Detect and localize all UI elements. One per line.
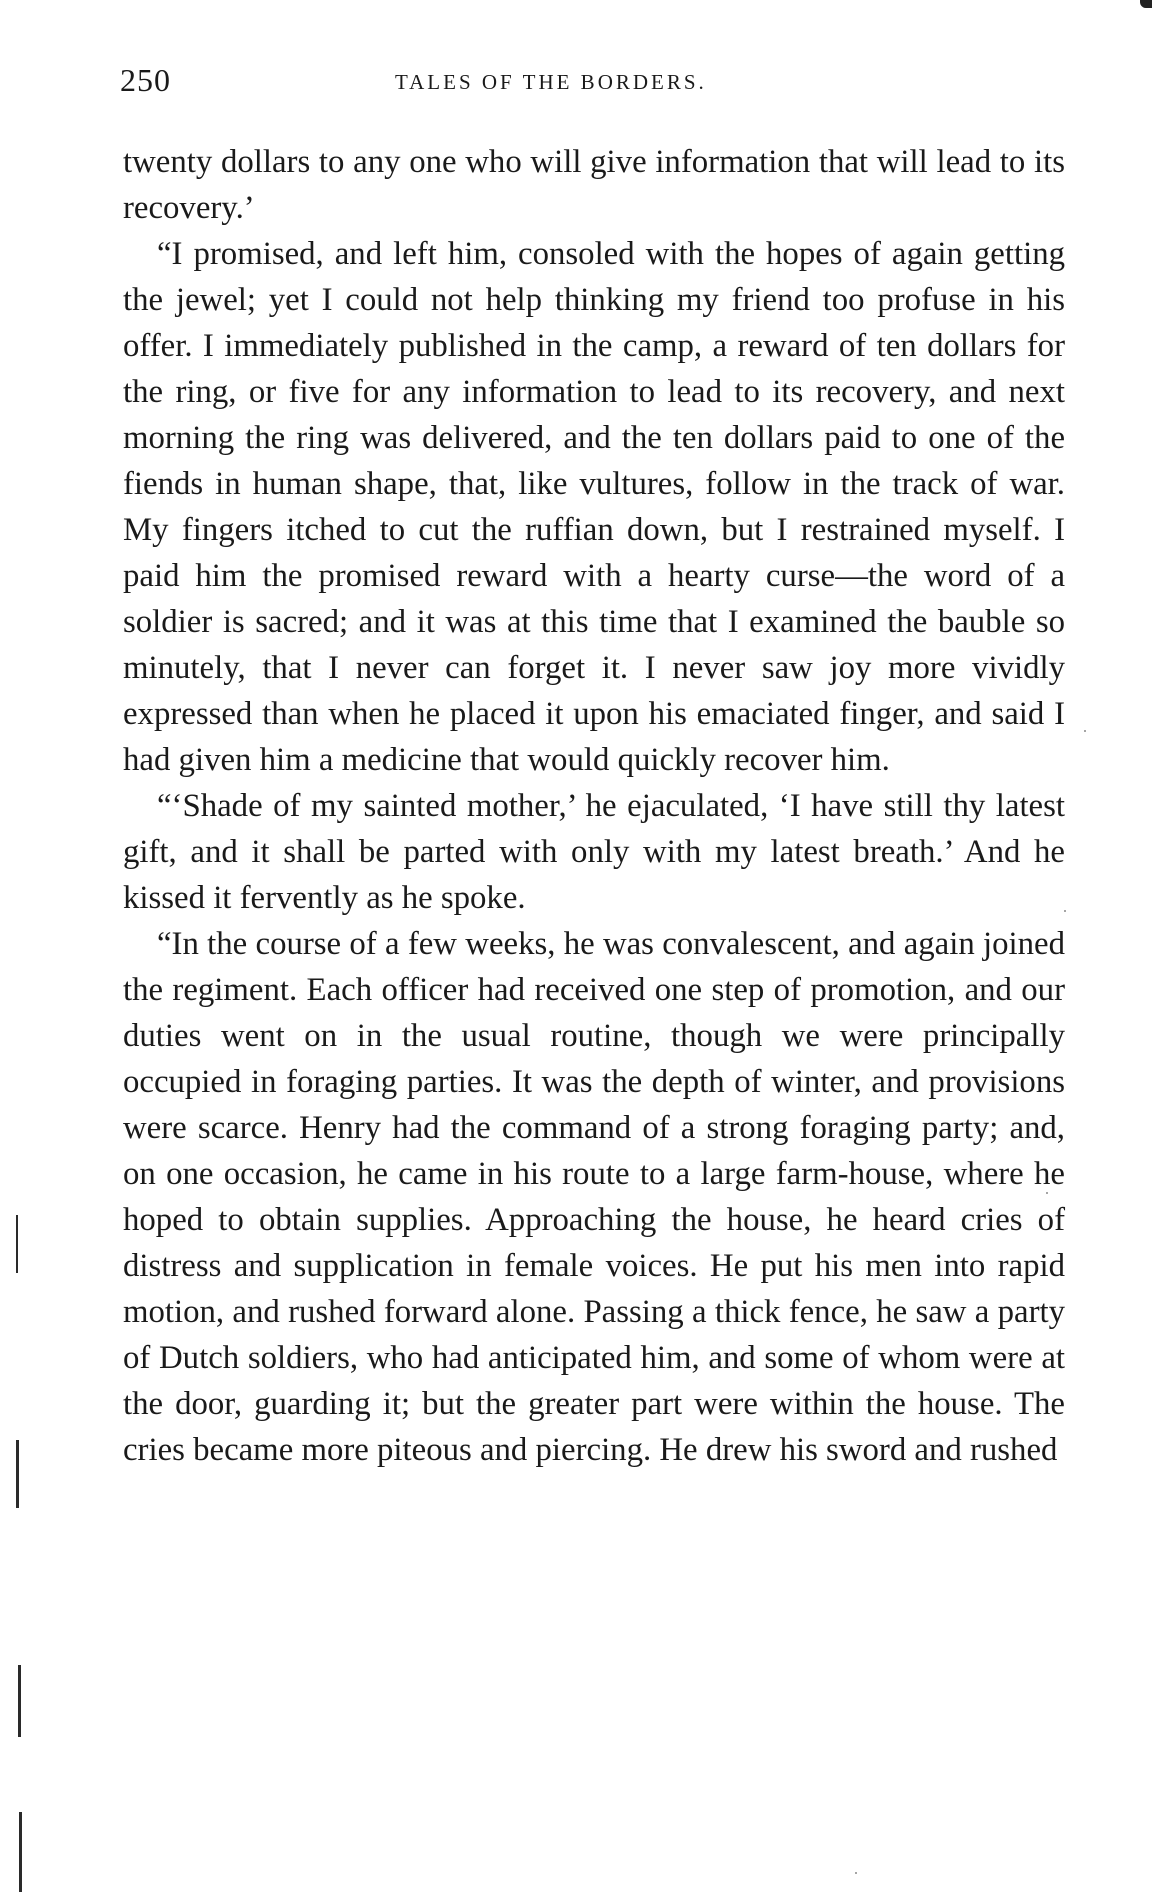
scan-speck: [1046, 1192, 1048, 1194]
scan-speck: [1064, 910, 1066, 912]
paragraph-2: “I promised, and left him, consoled with the hopes of again getting the jewel; yet I could not help thinking my friend too profuse in his offer. I immediately published in the camp, a reward of ten dollars for the ring, or five for any information to lead to its recovery, and next morning the ring was delivered, and the ten dollars paid to one of the fiends in human shape, that, like vultures, follow in the track of war. My fingers itched to cut the ruffian down, but I restrained myself. I paid him the promised reward with a hearty curse—the word of a soldier is sacred; and it was at this time that I examined the bauble so minutely, that I never can forget it. I never saw joy more vividly expressed than when he placed it upon his emaciated finger, and said I had given him a medicine that would quickly recover him.: [123, 236, 1065, 778]
scan-speck: [1084, 730, 1086, 732]
margin-scan-mark: [16, 1440, 19, 1508]
body-text: [123, 139, 1065, 1473]
paragraph-1: twenty dollars to any one who will give information that will lead to its recovery.’: [123, 144, 1065, 226]
paragraph-4: “In the course of a few weeks, he was convalescent, and again joined the regiment. Each officer had received one step of promotion, and our duties went on in the usual routine, though we were principally occupied in foraging parties. It was the depth of winter, and provisions were scarce. Henry had the command of a strong foraging party; and, on one occasion, he came in his route to a large farm-house, where he hoped to obtain supplies. Approaching the house, he heard cries of distress and supplication in female voices. He put his men into rapid motion, and rushed forward alone. Passing a thick fence, he saw a party of Dutch soldiers, who had anticipated him, and some of whom were at the door, guarding it; but the greater part were within the house. The cries became more piteous and piercing. He drew his sword and rushed: [123, 926, 1065, 1468]
paragraph-3: “‘Shade of my sainted mother,’ he ejaculated, ‘I have still thy latest gift, and it shall be parted with only with my latest breath.’ And he kissed it fervently as he spoke.: [123, 788, 1065, 916]
margin-scan-mark: [18, 1665, 21, 1737]
page-number: 250: [120, 62, 171, 98]
corner-scan-mark: [1140, 0, 1152, 8]
margin-scan-mark: [16, 1215, 18, 1273]
margin-scan-mark: [19, 1812, 22, 1892]
scan-speck: [855, 1872, 857, 1874]
running-title: TALES OF THE BORDERS.: [395, 70, 707, 94]
